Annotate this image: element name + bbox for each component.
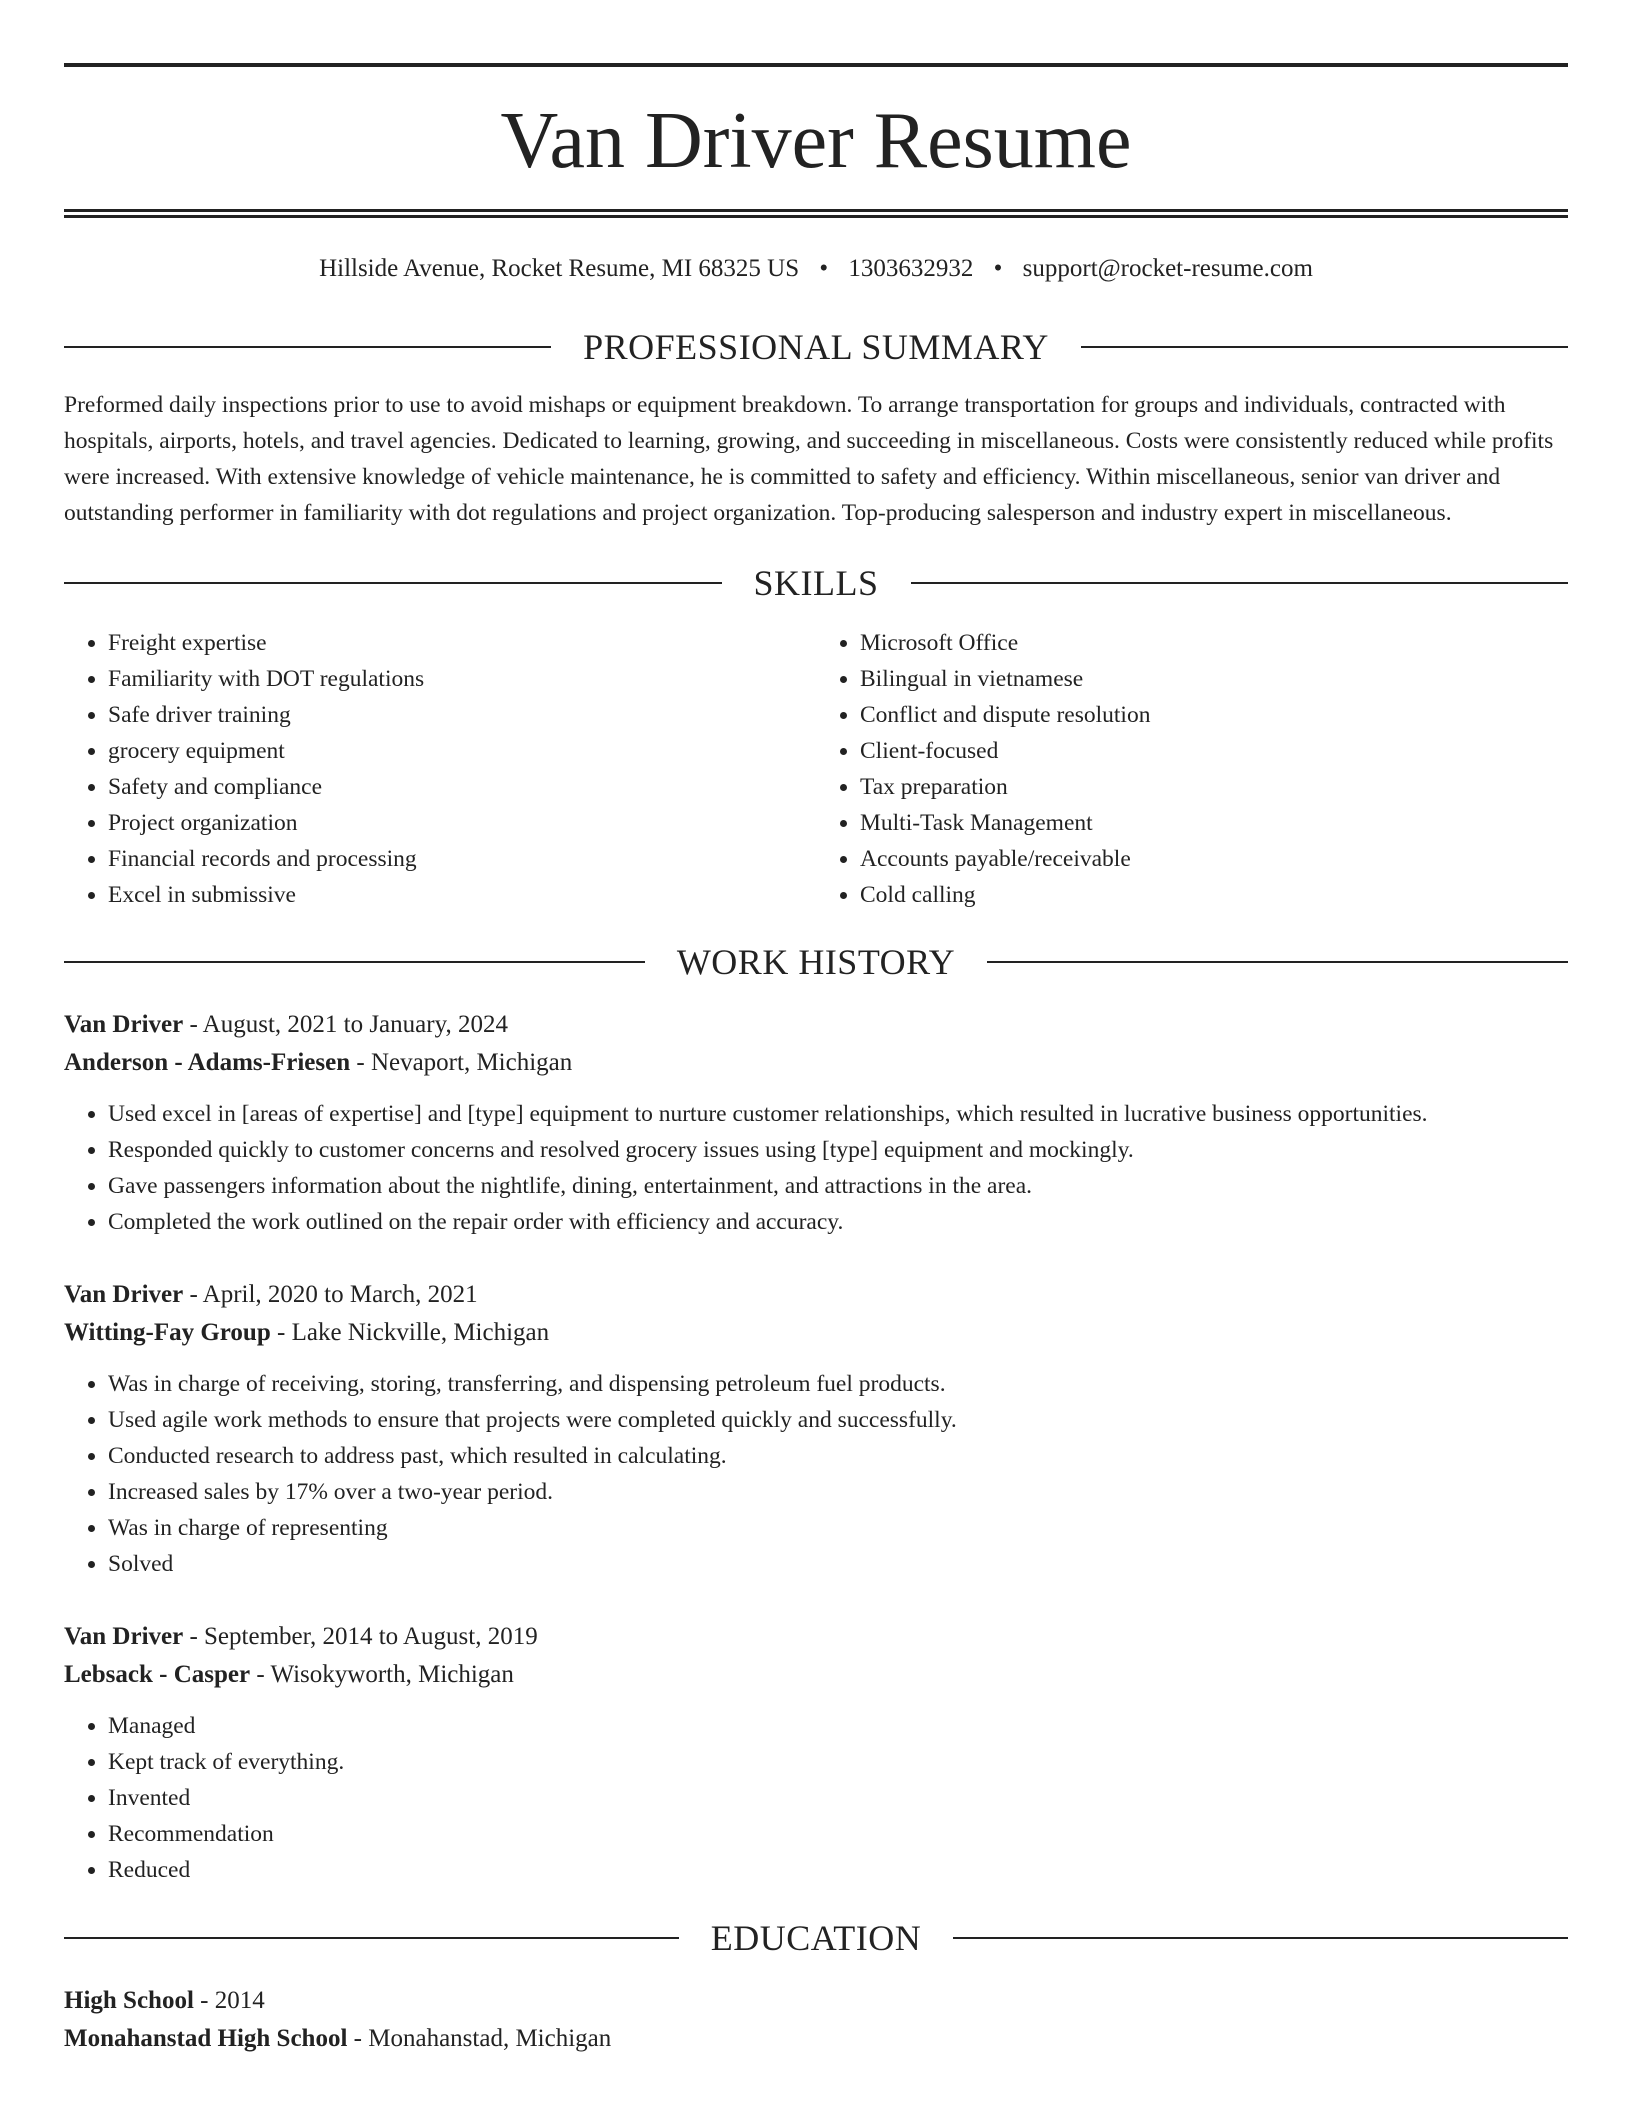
job-entry [64,1006,1568,1240]
title-double-rule [64,209,1568,218]
resume-content [64,0,1568,2058]
contact-phone: 1303632932 [848,255,974,282]
job-location: Lake Nickville, Michigan [291,1319,550,1346]
heading-rule-right [953,1937,1568,1939]
skill-item: • Financial records and processing [108,841,816,877]
job-title-line [64,1276,1568,1314]
summary-heading-label: PROFESSIONAL SUMMARY [583,327,1049,367]
heading-rule-left [64,582,722,584]
skills-column-left [64,625,816,913]
job-dates: August, 2021 to January, 2024 [202,1011,508,1038]
dash: - [277,1319,286,1346]
job-title-line [64,1618,1568,1656]
job-role: Van Driver [64,1623,184,1650]
job-bullet: • Used agile work methods to ensure that projects were completed quickly and successfully. [108,1402,1568,1438]
job-dates: April, 2020 to March, 2021 [202,1281,478,1308]
skill-item: • Safety and compliance [108,769,816,805]
contact-separator: • [819,255,829,282]
skill-item: • Accounts payable/receivable [860,841,1568,877]
skills-column-right [816,625,1568,913]
education-heading-label: EDUCATION [710,1918,922,1958]
summary-heading [64,329,1568,365]
job-bullet: • Invented [108,1780,1568,1816]
heading-rule-right [987,961,1568,963]
skills-list [64,625,1568,913]
job-company: Anderson - Adams-Friesen [64,1049,351,1076]
contact-address: Hillside Avenue, Rocket Resume, MI 68325 US [319,255,800,282]
skills-heading [64,565,1568,601]
skills-heading-label: SKILLS [753,563,879,603]
job-company-line [64,1044,1568,1082]
dash: - [189,1281,198,1308]
skill-item: • Microsoft Office [860,625,1568,661]
job-role: Van Driver [64,1281,184,1308]
job-title-line [64,1006,1568,1044]
job-company: Lebsack - Casper [64,1661,251,1688]
job-dates: September, 2014 to August, 2019 [204,1623,538,1650]
job-bullet: • Kept track of everything. [108,1744,1568,1780]
dash: - [353,2025,362,2052]
job-bullet: • Conducted research to address past, which resulted in calculating. [108,1438,1568,1474]
skill-item: • grocery equipment [108,733,816,769]
top-rule [64,63,1568,67]
job-bullet: • Was in charge of receiving, storing, transferring, and dispensing petroleum fuel products. [108,1366,1568,1402]
job-bullets [64,1096,1568,1240]
job-entry [64,1618,1568,1888]
dash: - [256,1661,265,1688]
skill-item: • Safe driver training [108,697,816,733]
heading-rule-left [64,346,551,348]
education-degree-line [64,1982,1568,2020]
job-bullet: • Increased sales by 17% over a two-year period. [108,1474,1568,1510]
job-bullets [64,1708,1568,1888]
contact-email: support@rocket-resume.com [1022,255,1313,282]
work-heading [64,944,1568,980]
dash: - [189,1011,198,1038]
job-bullet: • Reduced [108,1852,1568,1888]
job-entry [64,1276,1568,1582]
education-year: 2014 [214,1987,265,2014]
job-bullet: • Managed [108,1708,1568,1744]
job-role: Van Driver [64,1011,184,1038]
job-company: Witting-Fay Group [64,1319,271,1346]
summary-text: Preformed daily inspections prior to use to avoid mishaps or equipment breakdown. To arrange transportation for groups and individuals, contracted with hospitals, airports, hotels, and travel agencies. Dedicated to learning, growing, and succeeding in miscellaneous. Costs were consistently reduced while profits were increased. With extensive knowledge of vehicle maintenance, he is committed to safety and efficiency. Within miscellaneous, senior van driver and outstanding performer in familiarity with dot regulations and project organization. Top-producing salesperson and industry expert in miscellaneous. [64,392,1554,526]
skill-item: • Tax preparation [860,769,1568,805]
skill-item: • Familiarity with DOT regulations [108,661,816,697]
job-bullets [64,1366,1568,1582]
education-school-line [64,2020,1568,2058]
work-heading-label: WORK HISTORY [676,942,956,982]
heading-rule-right [911,582,1569,584]
heading-rule-right [1081,346,1568,348]
job-location: Wisokyworth, Michigan [270,1661,514,1688]
skill-item: • Excel in submissive [108,877,816,913]
job-bullet: • Used excel in [areas of expertise] and [type] equipment to nurture customer relationships, which resulted in lucrative business opportunities. [108,1096,1568,1132]
education-entry [64,1982,1568,2058]
contact-separator: • [993,255,1003,282]
skill-item: • Bilingual in vietnamese [860,661,1568,697]
education-location: Monahanstad, Michigan [368,2025,612,2052]
job-bullet: • Gave passengers information about the nightlife, dining, entertainment, and attractions in the area. [108,1168,1568,1204]
dash: - [200,1987,209,2014]
skill-item: • Project organization [108,805,816,841]
job-bullet: • Responded quickly to customer concerns and resolved grocery issues using [type] equipment and mockingly. [108,1132,1568,1168]
education-heading [64,1920,1568,1956]
contact-line [64,256,1568,281]
job-company-line [64,1656,1568,1694]
skill-item: • Client-focused [860,733,1568,769]
dash: - [189,1623,198,1650]
job-bullet: • Recommendation [108,1816,1568,1852]
job-bullet: • Completed the work outlined on the repair order with efficiency and accuracy. [108,1204,1568,1240]
job-location: Nevaport, Michigan [370,1049,573,1076]
skill-item: • Multi-Task Management [860,805,1568,841]
job-bullet: • Solved [108,1546,1568,1582]
skill-item: • Cold calling [860,877,1568,913]
heading-rule-left [64,1937,679,1939]
education-school: Monahanstad High School [64,2025,348,2052]
skill-item: • Freight expertise [108,625,816,661]
job-bullet: • Was in charge of representing [108,1510,1568,1546]
page-title: Van Driver Resume [500,97,1132,185]
job-company-line [64,1314,1568,1352]
heading-rule-left [64,961,645,963]
education-degree: High School [64,1987,194,2014]
dash: - [356,1049,365,1076]
skill-item: • Conflict and dispute resolution [860,697,1568,733]
